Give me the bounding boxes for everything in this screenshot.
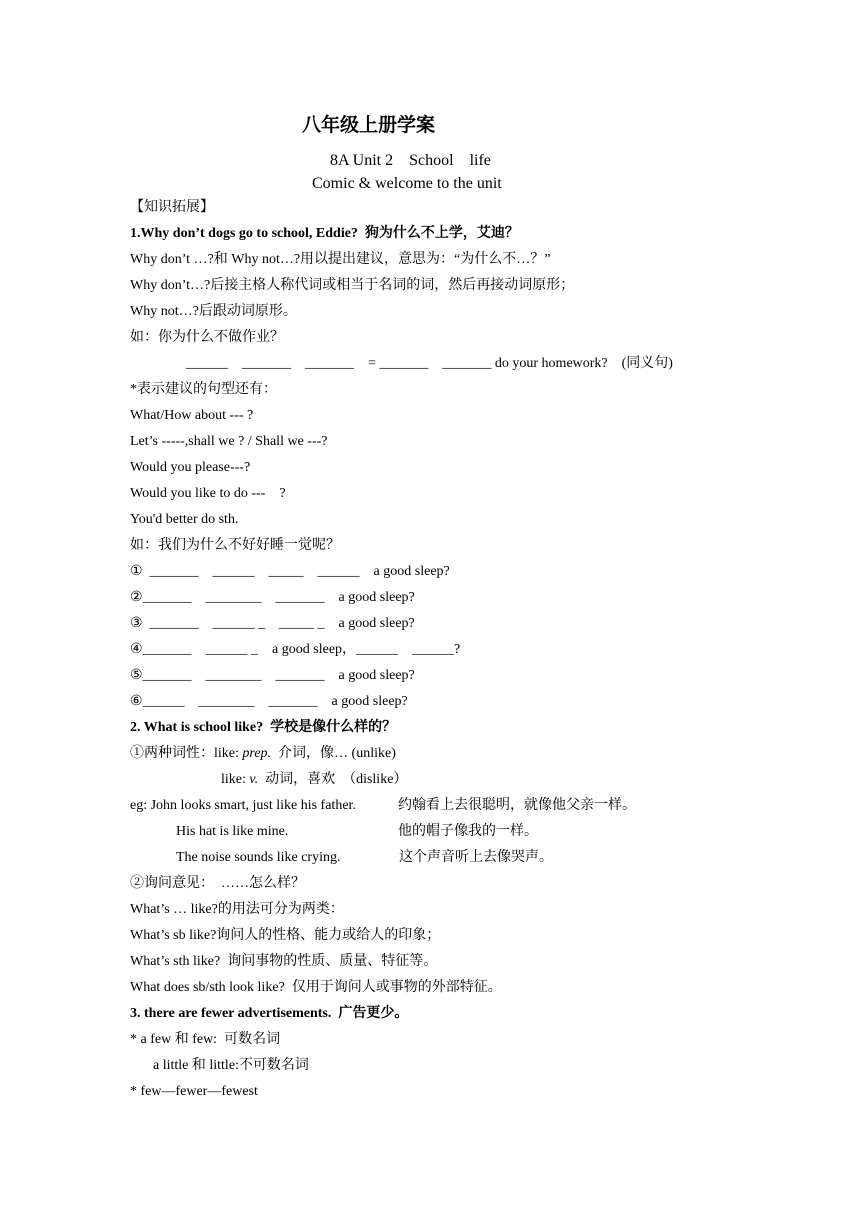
point2-line: ②询问意见： ……怎么样？ xyxy=(130,876,305,891)
page-title: 八年级上册学案 xyxy=(302,114,436,136)
pattern-line: Would you like to do --- ? xyxy=(130,486,286,501)
point1-example: 如：我们为什么不好好睡一觉呢？ xyxy=(130,538,340,553)
point3-heading: 3. there are fewer advertisements. 广告更少。 xyxy=(130,1006,409,1021)
pattern-line: Let’s -----,shall we ? / Shall we ---? xyxy=(130,434,328,449)
example-sentence: His hat is like mine. xyxy=(176,824,289,839)
fill-blank-line: ⑥______ ________ _______ a good sleep? xyxy=(130,694,408,709)
point2-text: 介词，像… (unlike) xyxy=(271,746,396,761)
point2-line: What’s sb like?询问人的性格、能力或给人的印象； xyxy=(130,928,441,943)
fill-blank-line: ______ _______ _______ = _______ _______ do your homework? (同义句) xyxy=(186,356,673,371)
fill-blank-line: ②_______ ________ _______ a good sleep? xyxy=(130,590,415,605)
point2-line: What does sb/sth look like? 仅用于询问人或事物的外部特征。 xyxy=(130,980,502,995)
unit-title: 8A Unit 2 School life xyxy=(330,152,491,169)
point2-heading: 2. What is school like? 学校是像什么样的？ xyxy=(130,720,397,735)
pattern-line: Would you please---? xyxy=(130,460,251,475)
example-translation: 约翰看上去很聪明，就像他父亲一样。 xyxy=(398,798,636,813)
point2-pos: v. xyxy=(249,772,259,787)
example-sentence: eg: John looks smart, just like his father. xyxy=(130,798,356,813)
point1-heading: 1.Why don’t dogs go to school, Eddie? 狗为什么不上学，艾迪？ xyxy=(130,226,519,241)
point2-line xyxy=(221,771,407,789)
point3-line: * few—fewer—fewest xyxy=(130,1084,258,1099)
point1-line: Why don’t…?后接主格人称代词或相当于名词的词，然后再接动词原形； xyxy=(130,278,575,293)
example-sentence: The noise sounds like crying. xyxy=(176,850,341,865)
point2-pos: prep. xyxy=(242,746,272,761)
fill-blank-line: ③ _______ ______ _ _____ _ a good sleep? xyxy=(130,616,415,631)
point3-line: * a few 和 few: 可数名词 xyxy=(130,1032,281,1047)
point2-text: 动词，喜欢 （dislike） xyxy=(258,772,408,787)
point2-text: ①两种词性：like: xyxy=(130,746,243,761)
point1-line: *表示建议的句型还有： xyxy=(130,382,277,397)
point3-line: a little 和 little:不可数名词 xyxy=(153,1058,309,1073)
point2-text: like: xyxy=(221,772,250,787)
section-label: 【知识拓展】 xyxy=(130,200,214,215)
point1-example: 如：你为什么不做作业？ xyxy=(130,330,284,345)
fill-blank-line: ④_______ ______ _ a good sleep，______ ______? xyxy=(130,642,461,657)
point2-line xyxy=(130,745,396,763)
pattern-line: You'd better do sth. xyxy=(130,512,239,527)
lesson-title: Comic & welcome to the unit xyxy=(312,175,502,192)
fill-blank-line: ① _______ ______ _____ ______ a good sleep? xyxy=(130,564,450,579)
point2-line: What’s … like?的用法可分为两类： xyxy=(130,902,344,917)
example-translation: 他的帽子像我的一样。 xyxy=(398,824,538,839)
point2-line: What’s sth like? 询问事物的性质、质量、特征等。 xyxy=(130,954,438,969)
example-translation: 这个声音听上去像哭声。 xyxy=(399,850,553,865)
point1-line: Why not…?后跟动词原形。 xyxy=(130,304,297,319)
point1-line: Why don’t …?和 Why not…?用以提出建议，意思为：“为什么不…？” xyxy=(130,252,551,267)
fill-blank-line: ⑤_______ ________ _______ a good sleep? xyxy=(130,668,415,683)
pattern-line: What/How about --- ? xyxy=(130,408,254,423)
